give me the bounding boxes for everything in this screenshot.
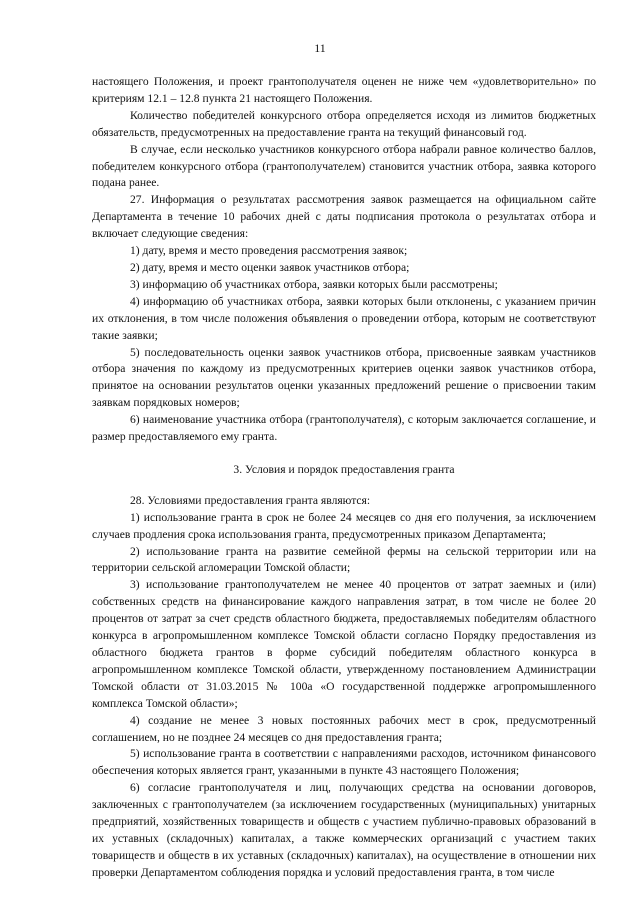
list-item-27-5: 5) последовательность оценки заявок участников отбора, присвоенные заявкам участников отбора значения по каждому из предусмотренных критериев оценки заявок участников отбора, принятое на основании результатов оценки указанных предложений решение о присвоении таким заявкам порядковых номеров; — [92, 345, 596, 410]
list-item-28-5: 5) использование гранта в соответствии с направлениями расходов, источником финансового обеспечения которых является грант, указанными в пункте 43 настоящего Положения; — [92, 747, 596, 778]
page-number: 11 — [314, 41, 326, 55]
list-item-28-3: 3) использование грантополучателем не менее 40 процентов от затрат заемных и (или) собственных средств на финансирование каждого направления затрат, в том числе не более 20 процентов от затрат за счет средств областного бюджета, предоставляемых победителям областного конкурса в агропромышленном комплексе Томской области согласно Порядку предоставления из областного бюджета грантов в форме субсидий победителям областного конкурса в агропромышленном комплексе Томской области, утвержденному постановлением Администрации Томской области от 31.03.2015 № 100а «О государственной поддержке агропромышленного комплекса Томской области»; — [92, 578, 596, 710]
document-body — [92, 74, 596, 882]
section-heading: 3. Условия и порядок предоставления гранта — [233, 462, 455, 476]
list-item-27-6: 6) наименование участника отбора (грантополучателя), с которым заключается соглашение, и размер предоставляемого ему гранта. — [92, 413, 596, 444]
list-item-27-1: 1) дату, время и место проведения рассмотрения заявок; — [130, 244, 408, 258]
paragraph-winners-count: Количество победителей конкурсного отбора определяется исходя из лимитов бюджетных обязательств, предусмотренных на предоставление гранта на текущий финансовый год. — [92, 108, 596, 139]
list-item-27-2: 2) дату, время и место оценки заявок участников отбора; — [130, 260, 410, 274]
paragraph-item-27: 27. Информация о результатах рассмотрения заявок размещается на официальном сайте Департамента в течение 10 рабочих дней с даты подписания протокола о результатах отбора и включает следующие сведения: — [92, 193, 596, 241]
list-item-28-1: 1) использование гранта в срок не более 24 месяцев со дня его получения, за исключением случаев продления срока использования гранта, предусмотренных приказом Департамента; — [92, 510, 596, 541]
paragraph-equal-score: В случае, если несколько участников конкурсного отбора набрали равное количество баллов, победителем конкурсного отбора (грантополучателем) становится участник отбора, заявка которого подана ранее. — [92, 142, 596, 190]
list-item-27-3: 3) информацию об участниках отбора, заявки которых были рассмотрены; — [130, 277, 498, 291]
list-item-27-4: 4) информацию об участниках отбора, заявки которых были отклонены, с указанием причин их отклонения, в том числе положения объявления о проведении отбора, которым не соответствуют такие заявки; — [92, 294, 596, 342]
paragraph-continuation: настоящего Положения, и проект грантополучателя оценен не ниже чем «удовлетворительно» по критериям 12.1 – 12.8 пункта 21 настоящего Положения. — [92, 75, 596, 105]
list-item-28-6: 6) согласие грантополучателя и лиц, получающих средства на основании договоров, заключенных с грантополучателем (за исключением государственных (муниципальных) унитарных предприятий, хозяйственных товариществ и обществ с участием публично-правовых образований в их уставных (складочных) капиталах, а также коммерческих организаций с участием таких товариществ и обществ в их уставных (складочных) капиталах), на осуществление в отношении них проверки Департаментом соблюдения порядка и условий предоставления гранта, в том числе — [92, 781, 596, 879]
list-item-28-4: 4) создание не менее 3 новых постоянных рабочих мест в срок, предусмотренный соглашением, но не позднее 24 месяцев со дня предоставления гранта; — [92, 713, 596, 744]
paragraph-item-28: 28. Условиями предоставления гранта являются: — [130, 493, 371, 507]
list-item-28-2: 2) использование гранта на развитие семейной фермы на сельской территории или на территории сельской агломерации Томской области; — [92, 544, 596, 575]
